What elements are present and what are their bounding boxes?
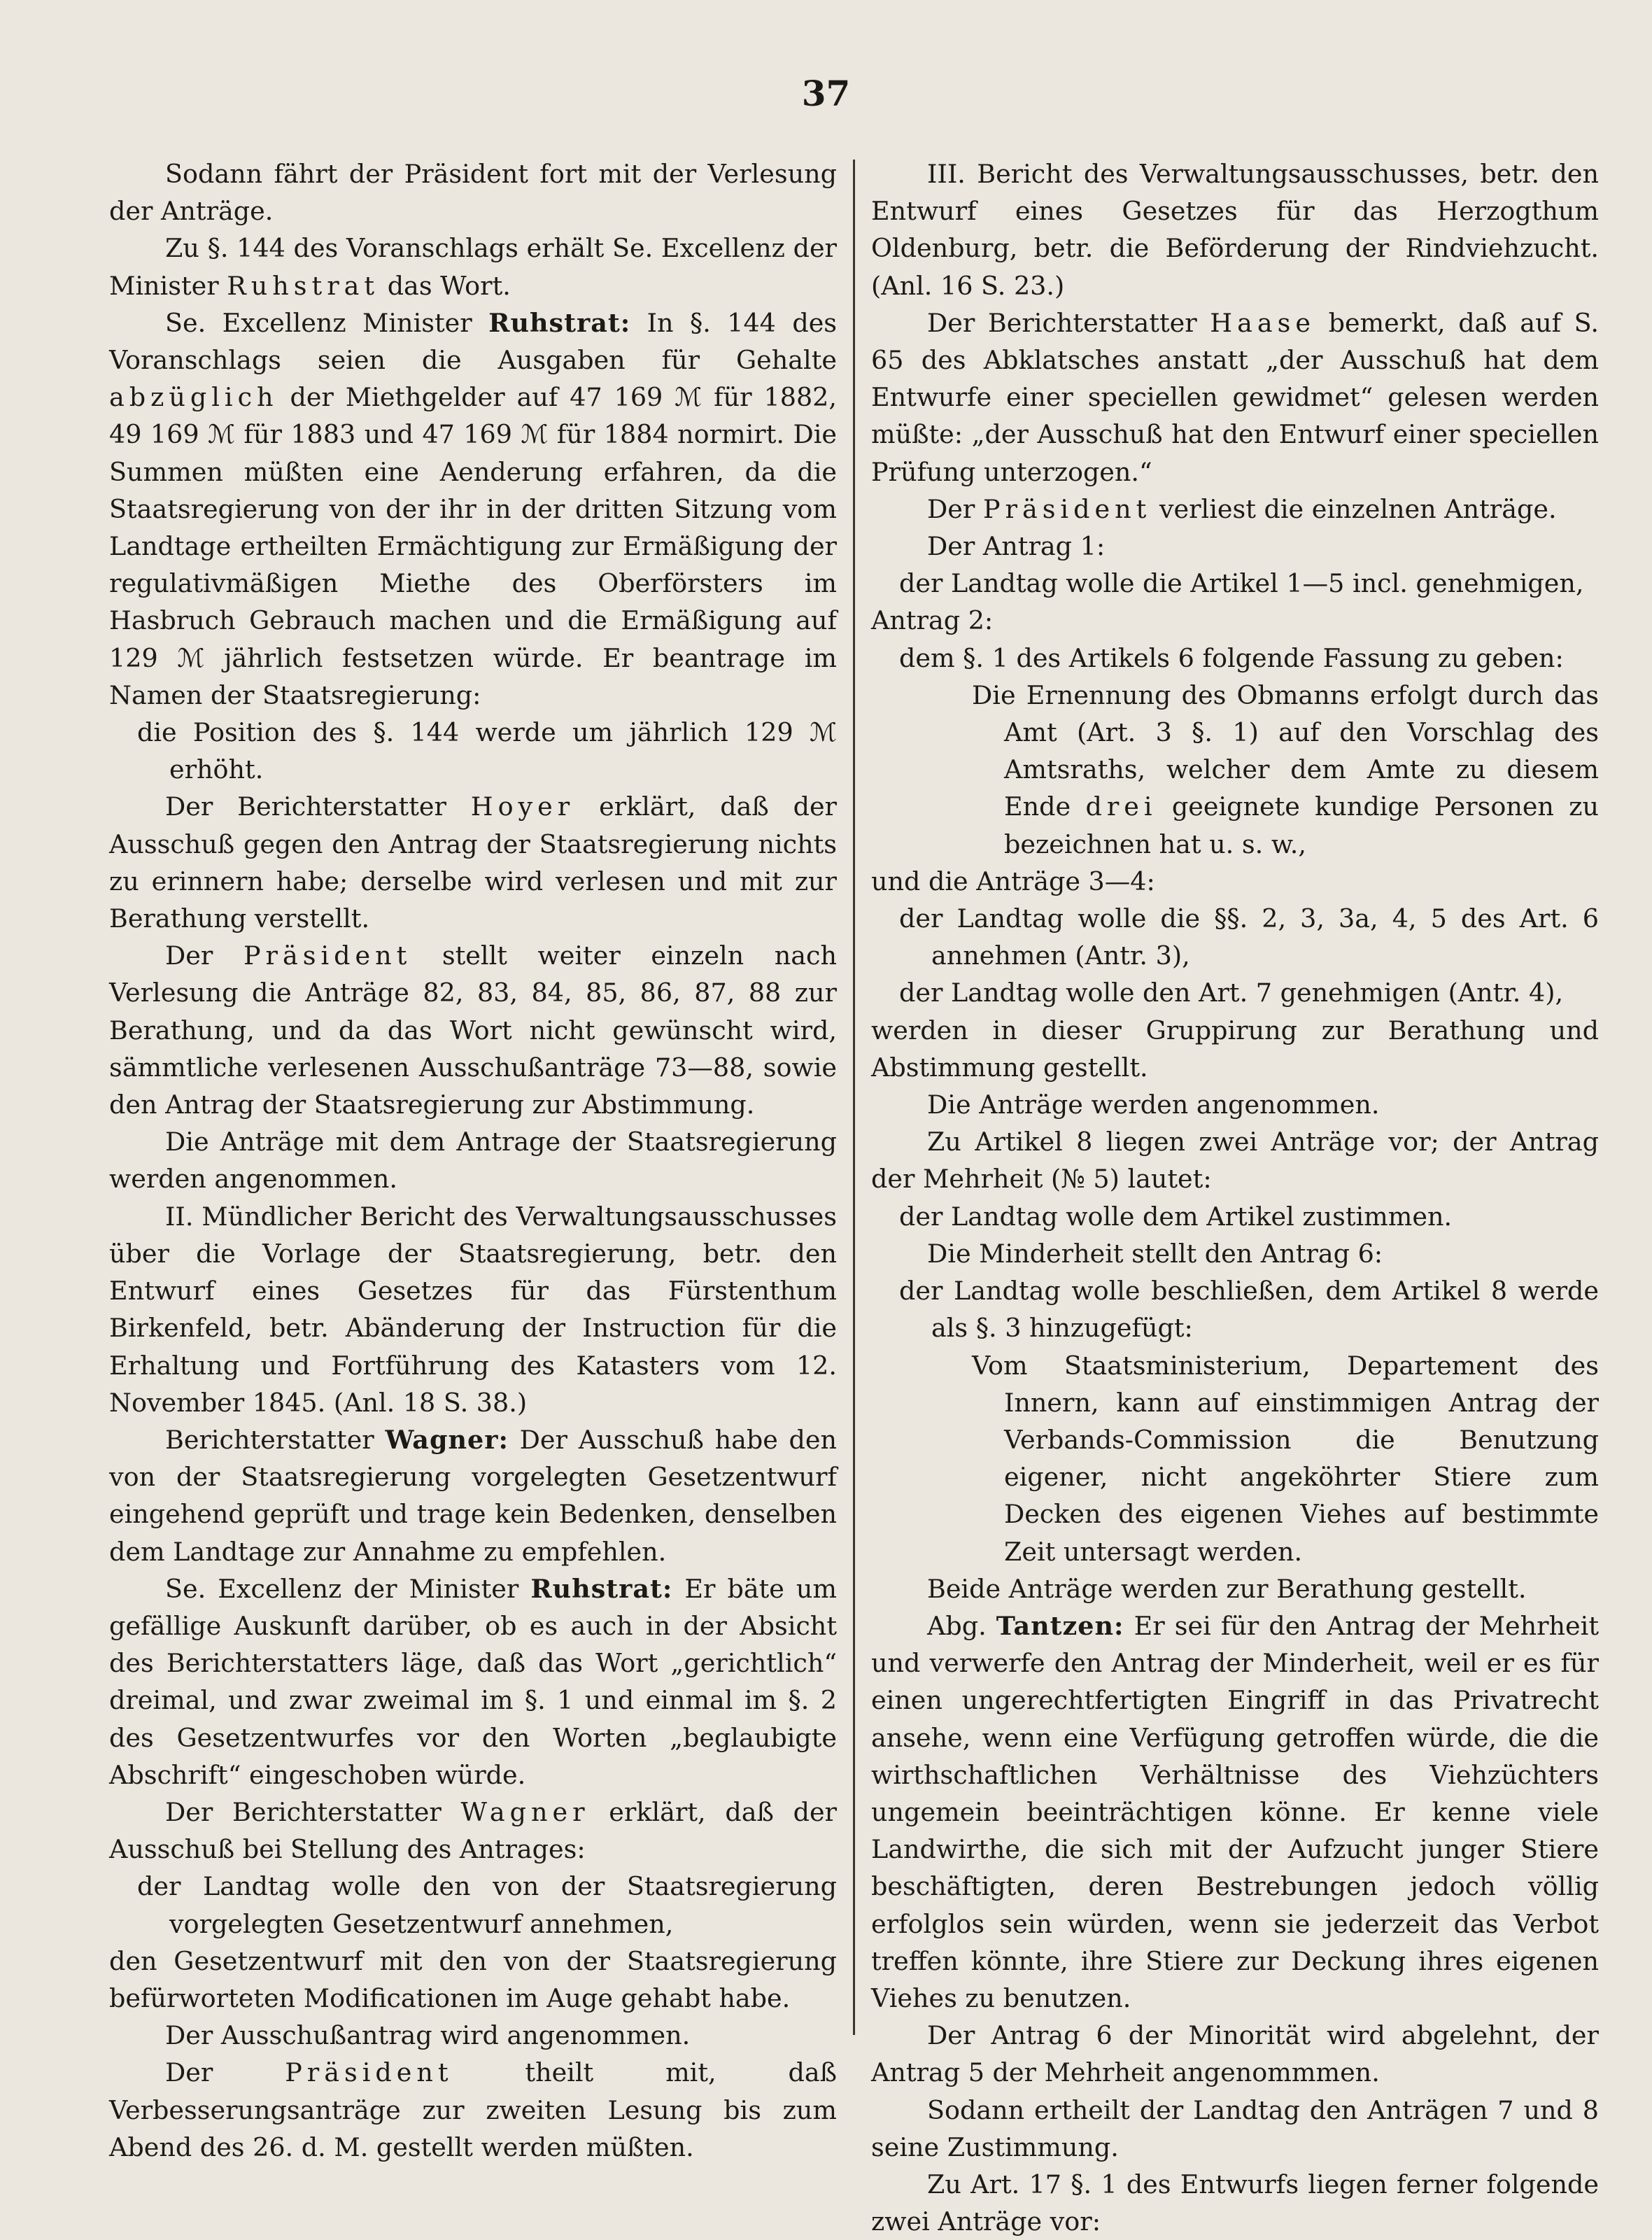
speaker-name: Wagner: [460, 1796, 590, 1827]
paragraph: Der Antrag 6 der Minorität wird abgelehnt, der Antrag 5 der Mehrheit angenommmen.: [871, 2020, 1599, 2088]
speaker-name: Präsident: [285, 2057, 453, 2088]
paragraph: Die Anträge werden angenommen.: [927, 1090, 1380, 1120]
paragraph: Der Berichterstatter Hoyer erklärt, daß der Ausschuß gegen den Antrag der Staatsregierung nichts zu erinnern habe; derselbe wird verlesen und mit zur Berathung verstellt.: [109, 791, 837, 934]
section-heading: III. Bericht des Verwaltungsausschusses, betr. den Entwurf eines Gesetzes für das Herzogthum Oldenburg, betr. die Beförderung der Rindviehzucht. (Anl. 16 S. 23.): [871, 159, 1599, 301]
paragraph: Zu Artikel 8 liegen zwei Anträge vor; der Antrag der Mehrheit (№ 5) lautet:: [871, 1127, 1599, 1195]
paragraph: Berichterstatter Wagner: Der Ausschuß habe den von der Staatsregierung vorgelegten Gesetzentwurf eingehend geprüft und trage kein Bedenken, denselben dem Landtage zur Annahme zu empfehlen.: [109, 1424, 837, 1567]
speaker-name: Hoyer: [470, 791, 575, 822]
paragraph: Der Berichterstatter Haase bemerkt, daß auf S. 65 des Abklatsches anstatt „der Ausschuß hat dem Entwurfe einer speciellen gewidmet“ gelesen werden müßte: „der Ausschuß hat den Entwurf einer speciellen Prüfung unterzogen.“: [871, 307, 1599, 487]
motion-quote: dem §. 1 des Artikels 6 folgende Fassung zu geben:: [899, 642, 1564, 673]
speaker-name: Tantzen:: [996, 1610, 1124, 1641]
column-divider: [853, 160, 855, 2035]
paragraph: Die Minderheit stellt den Antrag 6:: [927, 1238, 1383, 1269]
speaker-name: Ruhstrat:: [530, 1573, 673, 1604]
speaker-name: Ruhstrat:: [488, 307, 631, 338]
paragraph: Der Präsident stellt weiter einzeln nach Verlesung die Anträge 82, 83, 84, 85, 86, 87, 88 zur Berathung, und da das Wort nicht gewünscht wird, sämmtliche verlesenen Ausschußanträge 73—88, sowie den Antrag der Staatsregierung zur Abstimmung.: [109, 941, 838, 1120]
paragraph: Zu §. 144 des Voranschlags erhält Se. Excellenz der Minister Ruhstrat das Wort.: [109, 233, 837, 301]
speaker-name: Präsident: [982, 493, 1152, 524]
paragraph: Der Berichterstatter Wagner erklärt, daß der Ausschuß bei Stellung des Antrages:: [109, 1796, 837, 1865]
paragraph: Abg. Tantzen: Er sei für den Antrag der Mehrheit und verwerfe den Antrag der Minderheit, weil er es für einen ungerechtfertigten Eingriff in das Privatrecht ansehe, wenn eine Verfügung getroffen würde, die die wirthschaftlichen Verhältnisse des Viehzüchters ungemein beeinträchtigen könne. Er kenne viele Landwirthe, die sich mit der Aufzucht junger Stiere beschäftigten, deren Bestrebungen jedoch völlig erfolglos sein würden, wenn sie jederzeit das Verbot treffen könnte, ihre Stiere zur Deckung ihres eigenen Viehes zu benutzen.: [871, 1610, 1599, 2013]
motion-quote: der Landtag wolle den Art. 7 genehmigen (Antr. 4),: [899, 978, 1564, 1008]
speaker-name: Wagner:: [385, 1424, 509, 1455]
page-number: 37: [801, 73, 851, 114]
motion-quote: der Landtag wolle dem Artikel zustimmen.: [899, 1201, 1453, 1232]
motion-quote: der Landtag wolle beschließen, dem Artikel 8 werde als §. 3 hinzugefügt:: [899, 1276, 1599, 1344]
paragraph: Sodann fährt der Präsident fort mit der Verlesung der Anträge.: [109, 159, 837, 227]
section-heading: II. Mündlicher Bericht des Verwaltungsausschusses über die Vorlage der Staatsregierung, betr. den Entwurf eines Gesetzes für das Fürstenthum Birkenfeld, betr. Abänderung der Instruction für die Erhaltung und Fortführung des Katasters vom 12. November 1845. (Anl. 18 S. 38.): [109, 1201, 837, 1418]
motion-quote: Die Ernennung des Obmanns erfolgt durch das Amt (Art. 3 §. 1) auf den Vorschlag des Amtsraths, welcher dem Amte zu diesem Ende drei geeignete kundige Personen zu bezeichnen hat u. s. w.,: [972, 679, 1599, 859]
paragraph: Antrag 2:: [871, 605, 994, 636]
paragraph: Zu Art. 17 §. 1 des Entwurfs liegen ferner folgende zwei Anträge vor:: [871, 2169, 1599, 2237]
emphasis: abzüglich: [109, 382, 278, 413]
paragraph: werden in dieser Gruppirung zur Berathung und Abstimmung gestellt.: [871, 1015, 1599, 1083]
left-column: [109, 155, 837, 2166]
paragraph: Der Präsident theilt mit, daß Verbesserungsanträge zur zweiten Lesung bis zum Abend des 26. d. M. gestellt werden müßten.: [109, 2057, 837, 2162]
paragraph: Se. Excellenz der Minister Ruhstrat: Er bäte um gefällige Auskunft darüber, ob es auch in der Absicht des Berichterstatters läge, daß das Wort „gerichtlich“ dreimal, und zwar zweimal im §. 1 und einmal im §. 2 des Gesetzentwurfes vor den Worten „beglaubigte Abschrift“ eingeschoben würde.: [109, 1573, 837, 1790]
paragraph: Se. Excellenz Minister Ruhstrat: In §. 144 des Voranschlags seien die Ausgaben für Gehalte abzüglich der Miethgelder auf 47 169 ℳ für 1882, 49 169 ℳ für 1883 und 47 169 ℳ für 1884 normirt. Die Summen müßten eine Aenderung erfahren, da die Staatsregierung von der ihr in der dritten Sitzung vom Landtage ertheilten Ermächtigung zur Ermäßigung der regulativmäßigen Miethe des Oberförsters im Hasbruch Gebrauch machen und die Ermäßigung auf 129 ℳ jährlich festsetzen würde. Er beantrage im Namen der Staatsregierung:: [109, 307, 838, 710]
emphasis: drei: [1085, 791, 1157, 822]
motion-quote: der Landtag wolle die Artikel 1—5 incl. genehmigen,: [899, 568, 1584, 599]
paragraph: Die Anträge mit dem Antrage der Staatsregierung werden angenommen.: [109, 1127, 837, 1195]
motion-quote: die Position des §. 144 werde um jährlich 129 ℳ erhöht.: [137, 717, 837, 785]
motion-quote: Vom Staatsministerium, Departement des Innern, kann auf einstimmigen Antrag der Verbands-Commission die Benutzung eigener, nicht angeköhrter Stiere zum Decken des eigenen Viehes auf bestimmte Zeit untersagt werden.: [972, 1350, 1599, 1567]
right-column: [871, 155, 1599, 2240]
paragraph: Der Ausschußantrag wird angenommen.: [165, 2020, 691, 2051]
paragraph: Beide Anträge werden zur Berathung gestellt.: [927, 1573, 1527, 1604]
speaker-name: Haase: [1210, 307, 1315, 338]
paragraph: und die Anträge 3—4:: [871, 866, 1155, 896]
speaker-name: Präsident: [243, 941, 412, 971]
speaker-name: Ruhstrat: [227, 270, 380, 301]
paragraph: den Gesetzentwurf mit den von der Staatsregierung befürworteten Modificationen im Auge gehabt habe.: [109, 1945, 837, 2013]
paragraph: Der Präsident verliest die einzelnen Anträge.: [927, 493, 1557, 524]
paragraph: Sodann ertheilt der Landtag den Anträgen 7 und 8 seine Zustimmung.: [871, 2094, 1599, 2162]
motion-quote: der Landtag wolle den von der Staatsregierung vorgelegten Gesetzentwurf annehmen,: [137, 1871, 837, 1939]
motion-quote: der Landtag wolle die §§. 2, 3, 3a, 4, 5 des Art. 6 annehmen (Antr. 3),: [899, 903, 1599, 971]
paragraph: Der Antrag 1:: [927, 531, 1106, 562]
